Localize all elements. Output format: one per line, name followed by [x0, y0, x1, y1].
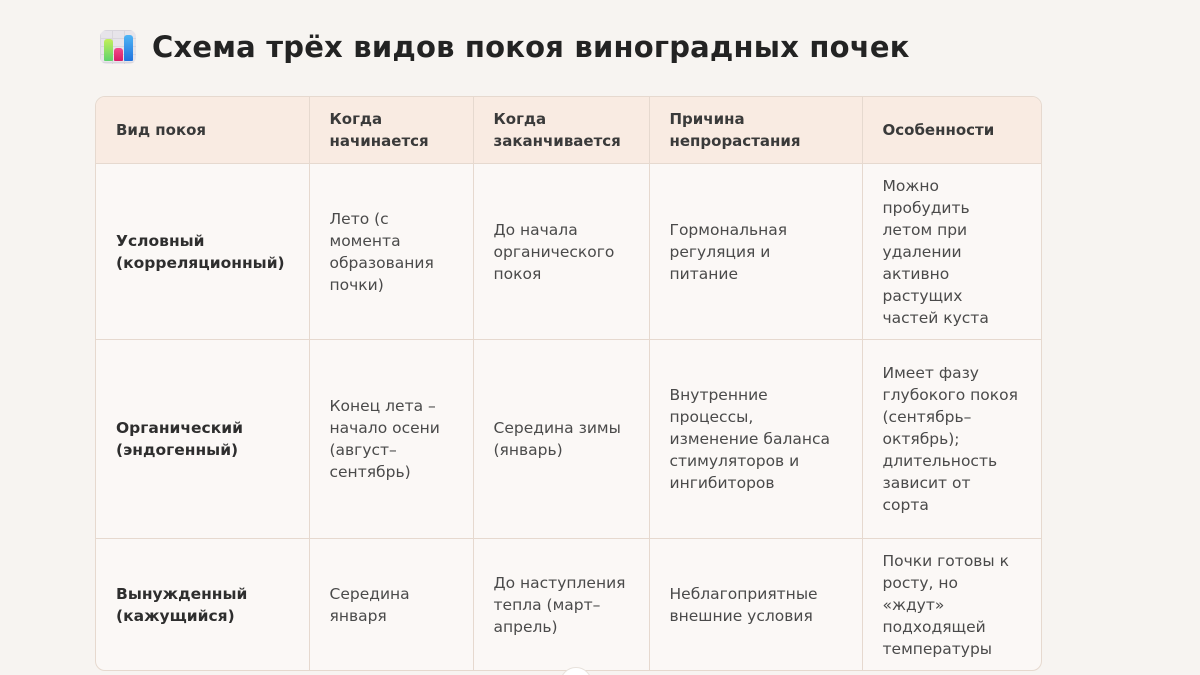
table-row: [96, 539, 1041, 671]
cell-cause: Неблагоприятные внешние условия: [649, 539, 862, 671]
dormancy-table: [95, 96, 1042, 671]
cell-features: Почки готовы к росту, но «ждут» подходящей температуры: [882, 551, 1009, 658]
column-header-end: Когда заканчивается: [473, 97, 649, 164]
bar-chart-icon: [100, 30, 136, 64]
cell-type: Органический (эндогенный): [96, 340, 309, 539]
cell-end: Середина зимы (январь): [473, 340, 649, 539]
column-header-type: Вид покоя: [96, 97, 309, 164]
cell-cause: Внутренние процессы, изменение баланса стимуляторов и ингибиторов: [649, 340, 862, 539]
table-row: [96, 164, 1041, 340]
cell-features: Имеет фазу глубокого покоя (сентябрь–октябрь); длительность зависит от сорта: [862, 340, 1041, 539]
cell-start: Лето (с момента образования почки): [309, 164, 473, 340]
column-header-features: Особенности: [862, 97, 1041, 164]
table-header-row: [96, 97, 1041, 164]
title-row: [100, 30, 910, 64]
cell-type: Условный (корреляционный): [96, 164, 309, 340]
cell-end: До начала органического покоя: [473, 164, 649, 340]
page-title: Схема трёх видов покоя виноградных почек: [152, 30, 910, 64]
cell-features: Можно пробудить летом при удалении активно растущих частей куста: [862, 164, 1041, 340]
column-header-start: Когда начинается: [309, 97, 473, 164]
cell-end: До наступления тепла (март–апрель): [473, 539, 649, 671]
cell-start: Середина января: [309, 539, 473, 671]
cell-cause: Гормональная регуляция и питание: [649, 164, 862, 340]
column-header-cause: Причина непрорастания: [649, 97, 862, 164]
cell-type: Вынужденный (кажущийся): [96, 539, 309, 671]
cell-start: Конец лета – начало осени (август–сентябрь): [309, 340, 473, 539]
table-row: [96, 340, 1041, 539]
